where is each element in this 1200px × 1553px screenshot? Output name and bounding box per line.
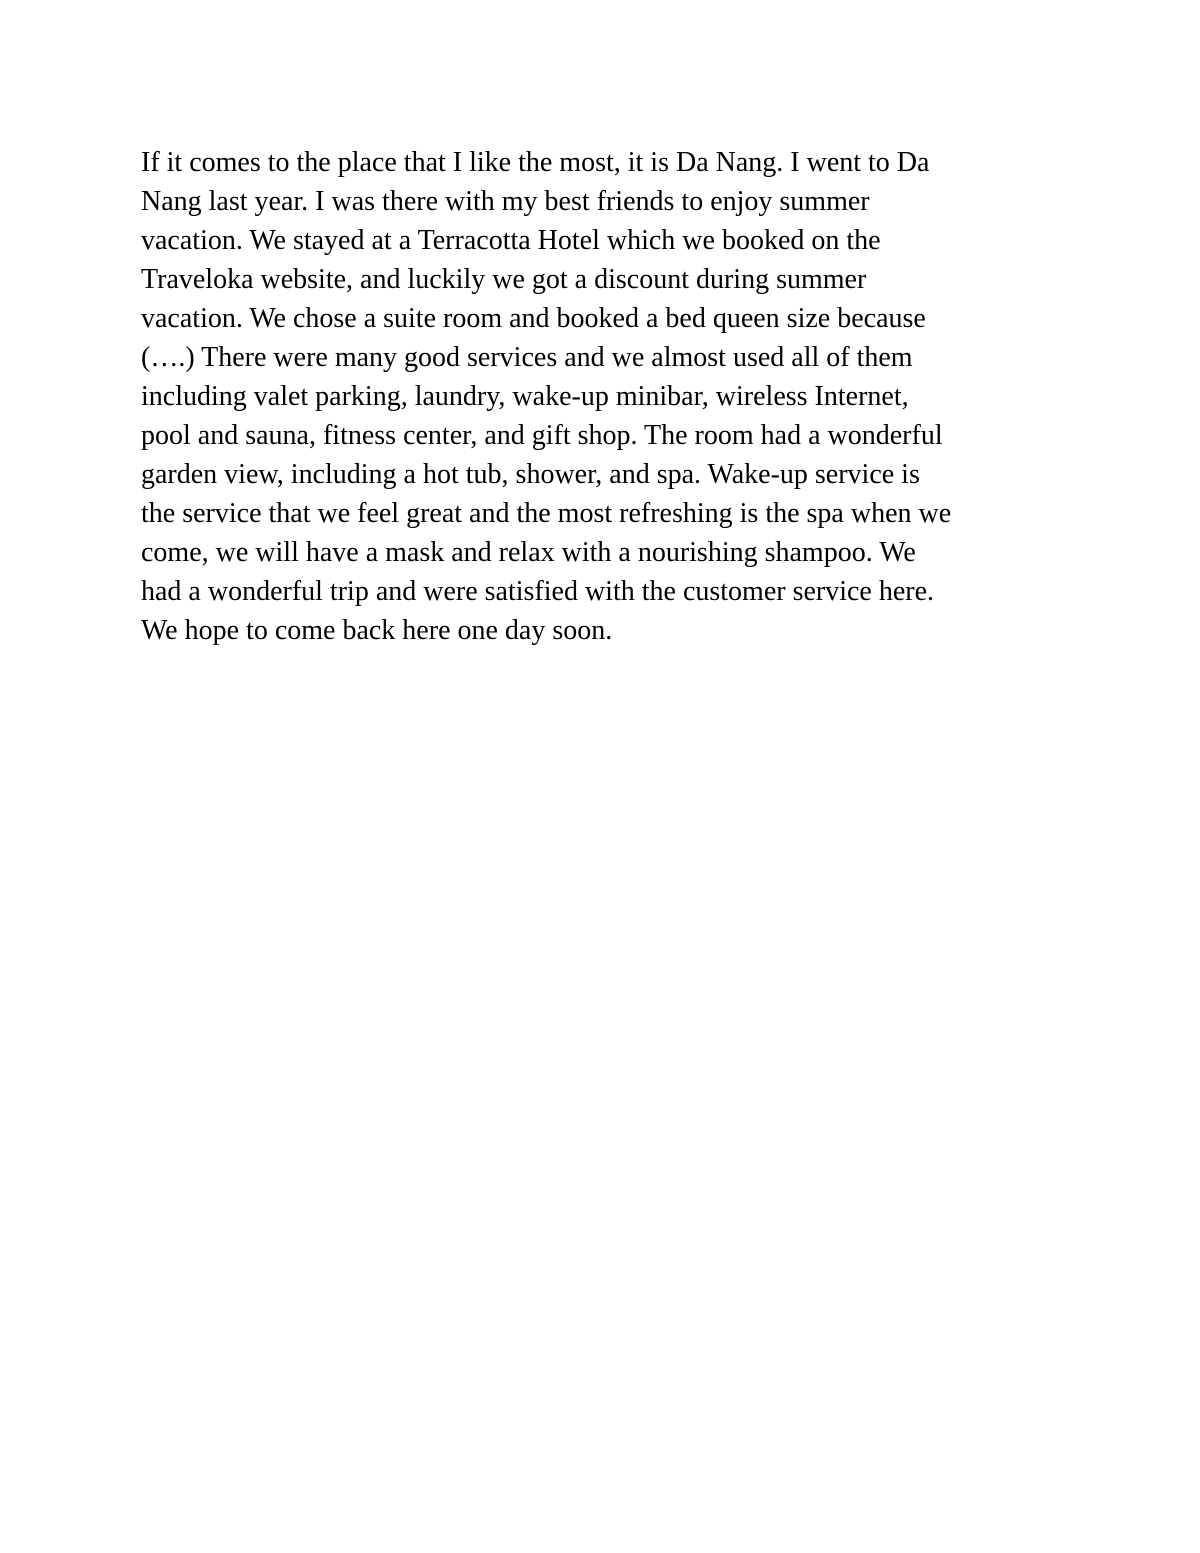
paragraph-line-9: garden view, including a hot tub, shower, and spa. Wake-up service is <box>141 459 920 490</box>
paragraph-line-1: If it comes to the place that I like the most, it is Da Nang. I went to Da <box>141 147 930 178</box>
paragraph-line-3: vacation. We stayed at a Terracotta Hotel which we booked on the <box>141 225 881 256</box>
paragraph-line-4: Traveloka website, and luckily we got a discount during summer <box>141 264 867 295</box>
paragraph-line-8: pool and sauna, fitness center, and gift shop. The room had a wonderful <box>141 420 943 451</box>
body-paragraph <box>141 143 1081 650</box>
paragraph-line-12: had a wonderful trip and were satisfied with the customer service here. <box>141 576 935 607</box>
paragraph-line-5: vacation. We chose a suite room and booked a bed queen size because <box>141 303 926 334</box>
paragraph-line-10: the service that we feel great and the most refreshing is the spa when we <box>141 498 952 529</box>
paragraph-line-6: (….) There were many good services and we almost used all of them <box>141 342 913 373</box>
paragraph-line-7: including valet parking, laundry, wake-up minibar, wireless Internet, <box>141 381 909 412</box>
paragraph-line-11: come, we will have a mask and relax with a nourishing shampoo. We <box>141 537 916 568</box>
paragraph-line-13: We hope to come back here one day soon. <box>141 615 613 646</box>
paragraph-line-2: Nang last year. I was there with my best friends to enjoy summer <box>141 186 870 217</box>
